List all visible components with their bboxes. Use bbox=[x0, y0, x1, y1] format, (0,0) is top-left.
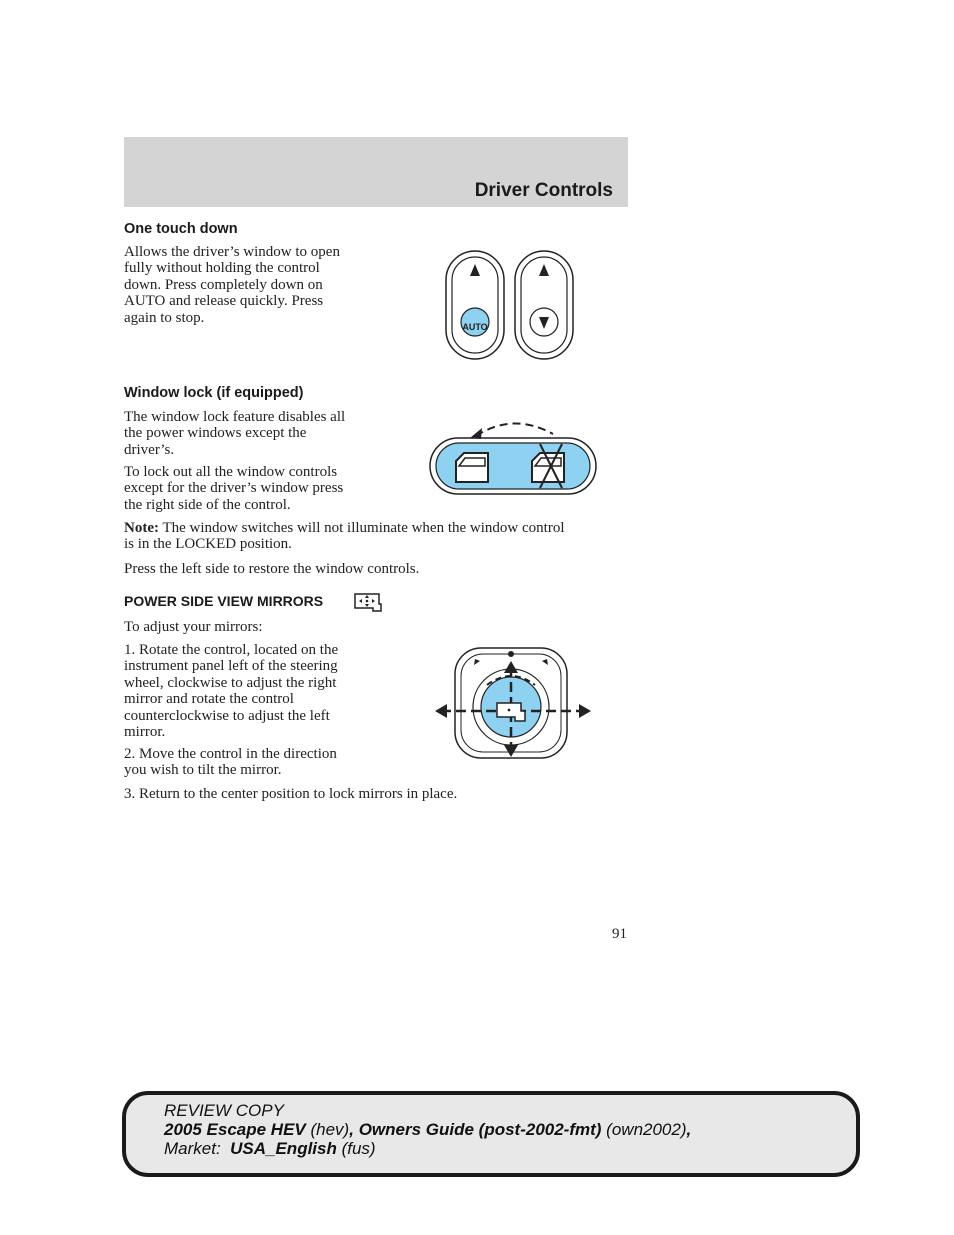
page-number: 91 bbox=[612, 926, 627, 942]
left-arrow-icon bbox=[435, 704, 447, 718]
mirrors-heading: POWER SIDE VIEW MIRRORS bbox=[124, 593, 324, 609]
window-lock-para2: To lock out all the window controls except for the driver’s window press the right side of the control. bbox=[124, 464, 344, 513]
mirrors-step2: 2. Move the control in the direction you wish to tilt the mirror. bbox=[124, 746, 337, 779]
auto-label: AUTO bbox=[462, 322, 488, 332]
section-title: Driver Controls bbox=[474, 180, 613, 201]
window-lock-para1: The window lock feature disables all the power windows except the driver’s. bbox=[124, 409, 346, 458]
window-lock-switch-figure bbox=[428, 416, 598, 496]
mirrors-intro: To adjust your mirrors: bbox=[124, 619, 263, 635]
left-arrow-icon bbox=[470, 428, 482, 439]
footer-review-box bbox=[122, 1091, 860, 1177]
one-touch-heading: One touch down bbox=[124, 221, 238, 237]
mirror-symbol-icon bbox=[353, 591, 383, 613]
mirrors-step3: 3. Return to the center position to lock mirrors in place. bbox=[124, 786, 458, 802]
right-arrow-icon bbox=[579, 704, 591, 718]
mirror-control-figure bbox=[433, 645, 593, 761]
window-icon bbox=[456, 453, 488, 482]
mirrors-step1: 1. Rotate the control, located on the instrument panel left of the steering wheel, clockwise to adjust the right mirror and rotate the control counterclockwise to adjust the left mirror. bbox=[124, 642, 339, 741]
footer-text: REVIEW COPY 2005 Escape HEV (hev), Owners Guide (post-2002-fmt) (own2002), Market: USA_English (fus) bbox=[164, 1101, 692, 1158]
note-text: Note: The window switches will not illuminate when the window control is in the LOCKED position. bbox=[124, 520, 565, 553]
restore-text: Press the left side to restore the window controls. bbox=[124, 561, 420, 577]
one-touch-text: Allows the driver’s window to open fully without holding the control down. Press completely down on AUTO and release quickly. Press again to stop. bbox=[124, 244, 340, 326]
section-header-band bbox=[124, 137, 628, 207]
window-switches-figure bbox=[440, 248, 580, 363]
window-lock-heading: Window lock (if equipped) bbox=[124, 385, 304, 401]
